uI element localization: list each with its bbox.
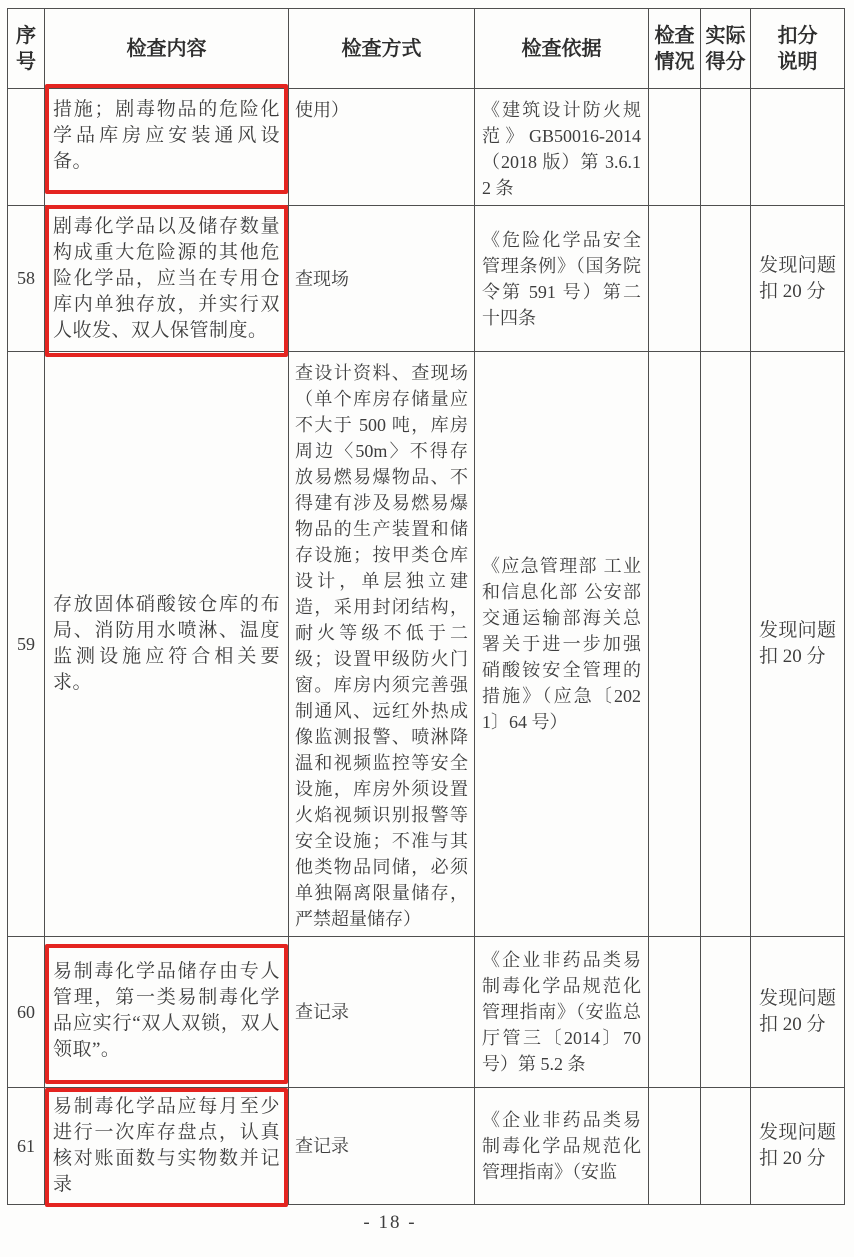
cell-method: 查记录 <box>289 1088 475 1205</box>
cell-content <box>45 89 289 206</box>
cell-status <box>649 352 701 937</box>
cell-no: 61 <box>8 1088 45 1205</box>
cell-score <box>701 352 751 937</box>
cell-no: 59 <box>8 352 45 937</box>
cell-status <box>649 1088 701 1205</box>
header-no: 序号 <box>8 9 45 89</box>
cell-status <box>649 937 701 1088</box>
cell-method: 查现场 <box>289 206 475 352</box>
page-number: - 18 - <box>363 1212 417 1233</box>
cell-basis: 《危险化学品安全管理条例》（国务院令第 591 号）第二十四条 <box>475 206 649 352</box>
cell-method: 使用） <box>289 89 475 206</box>
cell-basis: 《企业非药品类易制毒化学品规范化管理指南》（安监总厅管三〔2014〕70 号）第 5.2 条 <box>475 937 649 1088</box>
cell-no: 60 <box>8 937 45 1088</box>
header-basis: 检查依据 <box>475 9 649 89</box>
cell-deduction: 发现问题扣 20 分 <box>751 352 845 937</box>
cell-basis: 《建筑设计防火规范》GB50016-2014（2018 版）第 3.6.12 条 <box>475 89 649 206</box>
highlight-box <box>45 1088 288 1207</box>
cell-score <box>701 89 751 206</box>
header-method: 检查方式 <box>289 9 475 89</box>
cell-basis: 《应急管理部 工业和信息化部 公安部 交通运输部海关总署关于进一步加强硝酸铵安全管理的措施》（应急〔2021〕64 号） <box>475 352 649 937</box>
cell-status <box>649 206 701 352</box>
cell-no: 58 <box>8 206 45 352</box>
header-status: 检查情况 <box>649 9 701 89</box>
inspection-table <box>7 8 845 1205</box>
table-row-61 <box>8 1088 845 1205</box>
table-header-row <box>8 9 845 89</box>
cell-deduction <box>751 89 845 206</box>
cell-no <box>8 89 45 206</box>
cell-deduction: 发现问题扣 20 分 <box>751 937 845 1088</box>
cell-content <box>45 1088 289 1205</box>
cell-content <box>45 352 289 937</box>
content-text: 剧毒化学品以及储存数量构成重大危险源的其他危险化学品，应当在专用仓库内单独存放，并实行双人收发、双人保管制度。 <box>53 216 280 341</box>
header-content: 检查内容 <box>45 9 289 89</box>
cell-method: 查设计资料、查现场（单个库房存储量应不大于 500 吨，库房周边〈50m〉不得存放易燃易爆物品、不得建有涉及易燃易爆物品的生产装置和储存设施；按甲类仓库设计，单层独立建造，采用封闭结构，耐火等级不低于二级；设置甲级防火门窗。库房内须完善强制通风、远红外热成像监测报警、喷淋降温和视频监控等安全设施，库房外须设置火焰视频识别报警等安全设施；不准与其他类物品同储，必须单独隔离限量储存，严禁超量储存） <box>289 352 475 937</box>
cell-score <box>701 206 751 352</box>
cell-score <box>701 937 751 1088</box>
cell-basis: 《企业非药品类易制毒化学品规范化管理指南》（安监 <box>475 1088 649 1205</box>
cell-deduction: 发现问题扣 20 分 <box>751 206 845 352</box>
header-score: 实际得分 <box>701 9 751 89</box>
content-text: 措施；剧毒物品的危险化学品库房应安装通风设备。 <box>53 98 280 172</box>
cell-content <box>45 206 289 352</box>
table-row-59 <box>8 352 845 937</box>
cell-score <box>701 1088 751 1205</box>
cell-status <box>649 89 701 206</box>
header-deduction: 扣分说明 <box>751 9 845 89</box>
cell-content <box>45 937 289 1088</box>
table-row-continuation <box>8 89 845 206</box>
highlight-box <box>45 84 288 194</box>
table-row-60 <box>8 937 845 1088</box>
cell-deduction: 发现问题扣 20 分 <box>751 1088 845 1205</box>
highlight-box <box>45 205 288 357</box>
cell-method: 查记录 <box>289 937 475 1088</box>
content-text: 易制毒化学品应每月至少进行一次库存盘点，认真核对账面数与实物数并记录 <box>53 1096 280 1195</box>
content-text: 易制毒化学品储存由专人管理，第一类易制毒化学品应实行“双人双锁，双人领取”。 <box>53 961 280 1060</box>
table-row-58 <box>8 206 845 352</box>
highlight-box <box>45 944 288 1084</box>
content-text: 存放固体硝酸铵仓库的布局、消防用水喷淋、温度监测设施应符合相关要求。 <box>53 594 280 693</box>
